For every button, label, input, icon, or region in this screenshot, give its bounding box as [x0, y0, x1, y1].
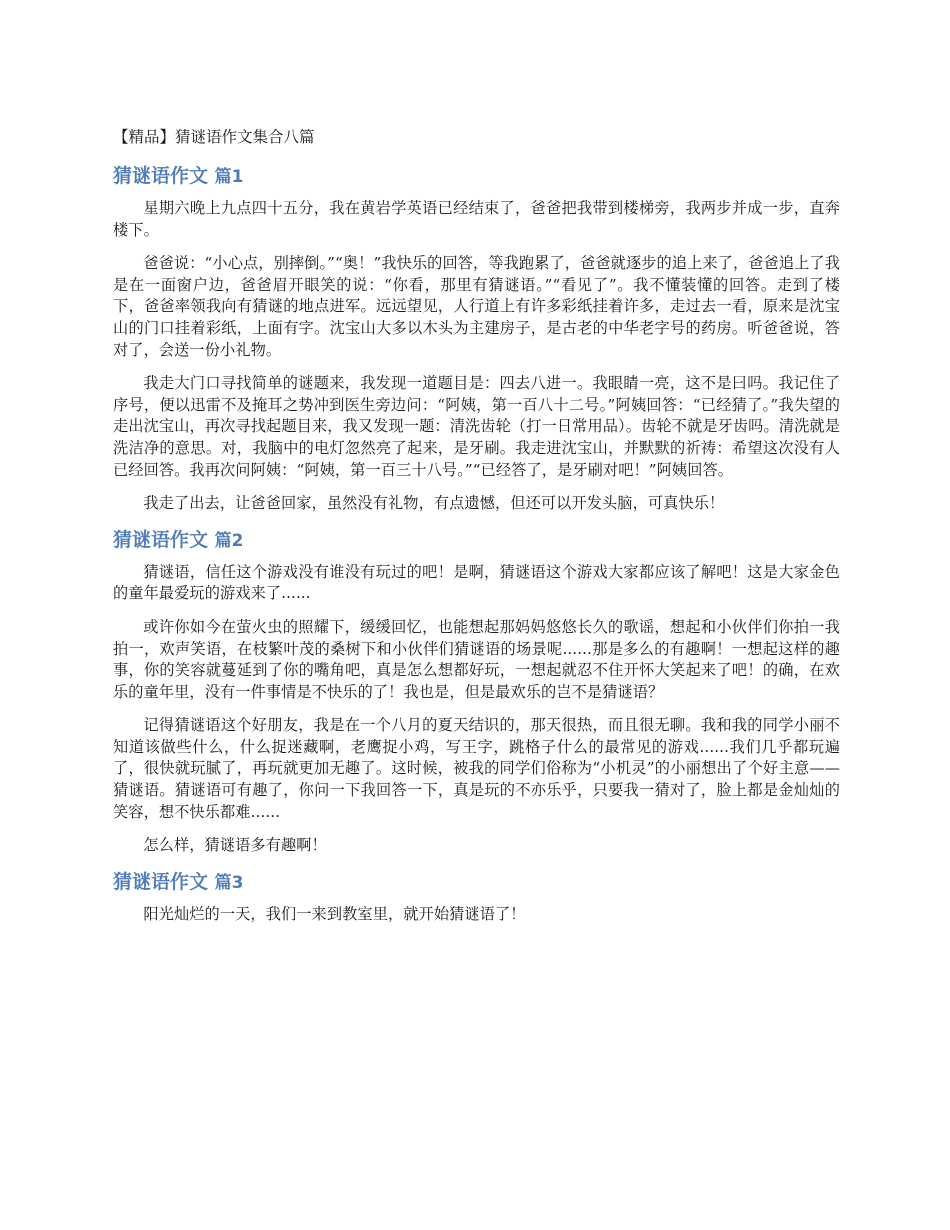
section-heading-text: 猜谜语作文: [113, 870, 209, 893]
paragraph: 记得猜谜语这个好朋友，我是在一个八月的夏天结识的，那天很热，而且很无聊。我和我的同学小丽不知道该做些什么，什么捉迷藏啊，老鹰捉小鸡，写王字，跳格子什么的最常见的游戏......我们几乎都玩遍了，很快就玩腻了，再玩就更加无趣了。这时候，被我的同学们俗称为“小机灵”的小丽想出了个好主意——猜谜语。猜谜语可有趣了，你问一下我回答一下，真是玩的不亦乐乎，只要我一猜对了，脸上都是金灿灿的笑容，想不快乐都难......: [113, 716, 840, 821]
essay-section-1: [113, 163, 840, 515]
paragraph: 我走了出去，让爸爸回家，虽然没有礼物，有点遗憾，但还可以开发头脑，可真快乐！: [143, 494, 725, 513]
document-body: [113, 126, 840, 937]
essay-section-3: [113, 869, 840, 926]
document-title: 【精品】猜谜语作文集合八篇: [113, 128, 315, 146]
paragraph: 我走大门口寻找简单的谜题来，我发现一道题目是：四去八进一。我眼睛一亮，这不是曰吗。我记住了序号，便以迅雷不及掩耳之势冲到医生旁边问：“阿姨，第一百八十二号。”阿姨回答：“已经猜了。”我失望的走出沈宝山，再次寻找起题目来，我又发现一题：清洗齿轮（打一日常用品）。齿轮不就是牙齿吗。清洗就是洗洁净的意思。对，我脑中的电灯忽然亮了起来，是牙刷。我走进沈宝山，并默默的祈祷：希望这次没有人已经回答。我再次问阿姨：“阿姨，第一百三十八号。”“已经答了，是牙刷对吧！”阿姨回答。: [113, 374, 840, 479]
paragraph: 怎么样，猜谜语多有趣啊！: [143, 836, 327, 855]
section-number: 篇1: [214, 167, 244, 187]
section-number: 篇3: [214, 872, 244, 893]
paragraph: 猜谜语，信任这个游戏没有谁没有玩过的吧！是啊，猜谜语这个游戏大家都应该了解吧！这是大家金色的童年最爱玩的游戏来了......: [113, 562, 840, 603]
paragraph: 星期六晚上九点四十五分，我在黄岩学英语已经结束了，爸爸把我带到楼梯旁，我两步并成一步，直奔楼下。: [113, 199, 840, 239]
section-number: 篇2: [214, 530, 244, 551]
section-heading: [113, 869, 840, 896]
section-heading: [113, 527, 840, 554]
paragraph: 爸爸说：“小心点，别摔倒。”“奥！”我快乐的回答，等我跑累了，爸爸就逐步的追上来了，爸爸追上了我是在一面窗户边，爸爸眉开眼笑的说：“你看，那里有猜谜语。”“看见了”。我不懂装懂的回答。走到了楼下，爸爸率领我向有猜谜的地点进军。远远望见，人行道上有许多彩纸挂着许多，走过去一看，原来是沈宝山的门口挂着彩纸，上面有字。沈宝山大多以木头为主建房子，是古老的中华老字号的药房。听爸爸说，答对了，会送一份小礼物。: [113, 254, 840, 359]
section-heading-text: 猜谜语作文: [113, 165, 209, 187]
paragraph: 或许你如今在萤火虫的照耀下，缓缓回忆，也能想起那妈妈悠悠长久的歌谣，想起和小伙伴们你拍一我拍一，欢声笑语，在枝繁叶茂的桑树下和小伙伴们猜谜语的场景呢......那是多么的有趣啊！一想起这样的趣事，你的笑容就蔓延到了你的嘴角吧，真是怎么想都好玩，一想起就忍不住开怀大笑起来了吧！的确，在欢乐的童年里，没有一件事情是不快乐的了！我也是，但是最欢乐的岂不是猜谜语？: [113, 617, 840, 701]
essay-section-2: [113, 527, 840, 857]
paragraph: 阳光灿烂的一天，我们一来到教室里，就开始猜谜语了！: [143, 904, 526, 923]
section-heading: [113, 163, 840, 190]
section-heading-text: 猜谜语作文: [113, 528, 209, 551]
